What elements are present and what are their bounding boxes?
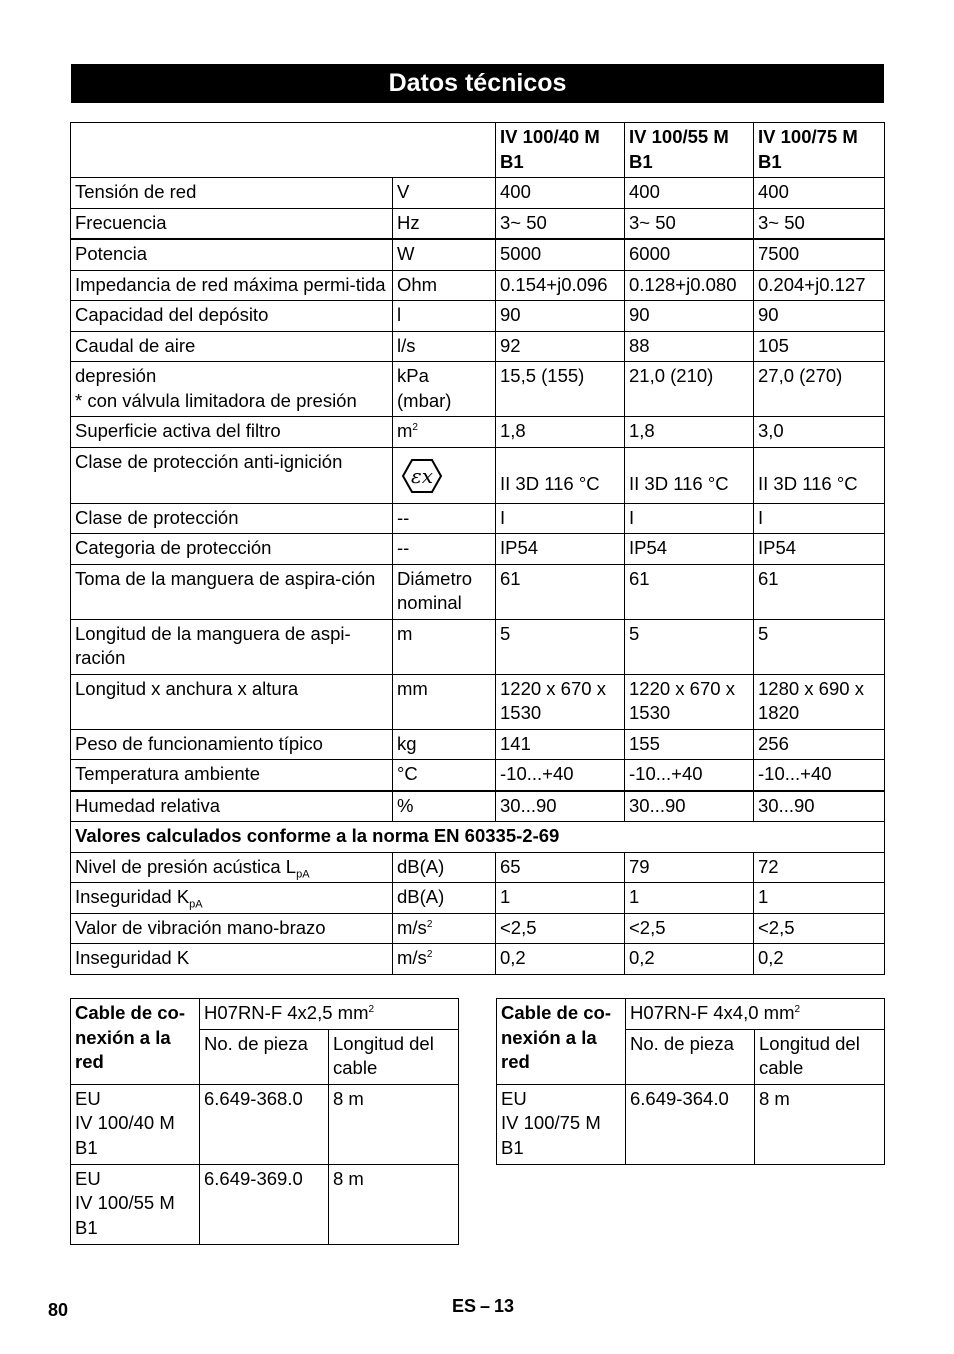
spec-value: 27,0 (270) [754, 362, 885, 417]
cable-length-header: Longitud del cable [329, 1029, 459, 1084]
cable-length: 8 m [329, 1164, 459, 1244]
spec-value: 61 [496, 564, 625, 619]
spec-value: 400 [496, 178, 625, 209]
spec-value: IP54 [496, 534, 625, 565]
spec-label: Inseguridad $K_{pA}$ [71, 883, 393, 914]
spec-value: <2,5 [625, 913, 754, 944]
spec-value: 3~ 50 [754, 208, 885, 239]
model-header-row [71, 123, 885, 178]
spec-label: depresión * con válvula limitadora de presión [71, 362, 393, 417]
spec-unit: W [393, 239, 496, 270]
spec-value: 141 [496, 729, 625, 760]
table-row [71, 1084, 459, 1164]
spec-unit: Hz [393, 208, 496, 239]
language-code: ES [452, 1296, 477, 1316]
spec-unit: l/s [393, 331, 496, 362]
table-row [71, 239, 885, 270]
spec-label: Capacidad del depósito [71, 301, 393, 332]
spec-value: 88 [625, 331, 754, 362]
table-row [71, 362, 885, 417]
part-number: 6.649-368.0 [200, 1084, 329, 1164]
spec-value: 30...90 [625, 791, 754, 822]
spec-value: 5 [625, 619, 754, 674]
table-row [71, 417, 885, 448]
spec-label: Superficie activa del filtro [71, 417, 393, 448]
spec-label: Toma de la manguera de aspira-ción [71, 564, 393, 619]
spec-value: 1 [754, 883, 885, 914]
spec-value: I [754, 503, 885, 534]
spec-label: Clase de protección anti-ignición [71, 447, 393, 503]
cable-type: H07RN-F 4x2,5 $mm^2$ [200, 999, 459, 1030]
spec-value: 5 [754, 619, 885, 674]
spec-unit: dB(A) [393, 883, 496, 914]
cable-header: Cable de co-nexión a la red [497, 999, 626, 1085]
section-page-number: 13 [494, 1296, 515, 1316]
spec-unit: kg [393, 729, 496, 760]
spec-label: Peso de funcionamiento típico [71, 729, 393, 760]
spec-unit: $m/s^2$ [393, 944, 496, 975]
spec-label: Inseguridad K [71, 944, 393, 975]
spec-label: Caudal de aire [71, 331, 393, 362]
section-header: Valores calculados conforme a la norma EN 60335-2-69 [71, 822, 885, 853]
part-number-header: No. de pieza [200, 1029, 329, 1084]
spec-value: 1280 x 690 x 1820 [754, 674, 885, 729]
spec-value: 30...90 [496, 791, 625, 822]
spec-value: 3~ 50 [496, 208, 625, 239]
spec-value: 30...90 [754, 791, 885, 822]
spec-label: Tensión de red [71, 178, 393, 209]
spec-value: II 3D 116 °C [754, 447, 885, 503]
table-row [71, 619, 885, 674]
model-header: IV 100/40 M B1 [496, 123, 625, 178]
spec-unit: l [393, 301, 496, 332]
spec-value: 92 [496, 331, 625, 362]
spec-value: 61 [625, 564, 754, 619]
spec-value: 400 [625, 178, 754, 209]
table-row [71, 913, 885, 944]
spec-unit: kPa (mbar) [393, 362, 496, 417]
spec-value: -10...+40 [754, 760, 885, 791]
cable-length: 8 m [329, 1084, 459, 1164]
model-header: IV 100/55 M B1 [625, 123, 754, 178]
spec-value: 1220 x 670 x 1530 [496, 674, 625, 729]
cable-length: 8 m [755, 1084, 885, 1164]
cable-model-cell: EU IV 100/75 M B1 [497, 1084, 626, 1164]
spec-unit: % [393, 791, 496, 822]
table-row [71, 791, 885, 822]
spec-value: 0,2 [496, 944, 625, 975]
spec-value: 1220 x 670 x 1530 [625, 674, 754, 729]
table-row [71, 564, 885, 619]
table-row [71, 208, 885, 239]
table-row [71, 852, 885, 883]
table-row [71, 270, 885, 301]
spec-value: 65 [496, 852, 625, 883]
cable-model-cell: EU IV 100/55 M B1 [71, 1164, 200, 1244]
spec-value: I [625, 503, 754, 534]
table-row [71, 729, 885, 760]
table-row [497, 1084, 885, 1164]
spec-unit: -- [393, 503, 496, 534]
spec-label: Humedad relativa [71, 791, 393, 822]
spec-value: 0,2 [754, 944, 885, 975]
spec-value: 0,2 [625, 944, 754, 975]
spec-value: 5 [496, 619, 625, 674]
spec-value: 7500 [754, 239, 885, 270]
part-number: 6.649-369.0 [200, 1164, 329, 1244]
cable-length-header: Longitud del cable [755, 1029, 885, 1084]
spec-label: Longitud de la manguera de aspi-ración [71, 619, 393, 674]
table-row [71, 760, 885, 791]
spec-value: 0.128+j0.080 [625, 270, 754, 301]
spec-value: 3~ 50 [625, 208, 754, 239]
cable-table-left [70, 998, 459, 1245]
table-row [71, 503, 885, 534]
spec-label: Clase de protección [71, 503, 393, 534]
part-number-header: No. de pieza [626, 1029, 755, 1084]
part-number: 6.649-364.0 [626, 1084, 755, 1164]
spec-value: 15,5 (155) [496, 362, 625, 417]
table-row [71, 178, 885, 209]
spec-value: IP54 [625, 534, 754, 565]
empty-header-cell [71, 123, 496, 178]
table-row [71, 447, 885, 503]
table-row [71, 301, 885, 332]
table-row [71, 944, 885, 975]
spec-value: 5000 [496, 239, 625, 270]
spec-unit: m [393, 619, 496, 674]
spec-unit: $m^2$ [393, 417, 496, 448]
spec-value: 400 [754, 178, 885, 209]
spec-value: 105 [754, 331, 885, 362]
spec-value: <2,5 [754, 913, 885, 944]
spec-unit: Diámetro nominal [393, 564, 496, 619]
spec-label: Nivel de presión acústica $L_{pA}$ [71, 852, 393, 883]
page-title: Datos técnicos [71, 64, 884, 103]
spec-label: Potencia [71, 239, 393, 270]
spec-value: 72 [754, 852, 885, 883]
table-row [71, 674, 885, 729]
spec-unit [393, 447, 496, 503]
spec-value: -10...+40 [496, 760, 625, 791]
spec-label: Longitud x anchura x altura [71, 674, 393, 729]
spec-unit: mm [393, 674, 496, 729]
table-row [71, 1164, 459, 1244]
section-header-row [71, 822, 885, 853]
spec-value: 1 [625, 883, 754, 914]
spec-value: 90 [625, 301, 754, 332]
section-page-label [448, 1296, 514, 1317]
table-row [71, 331, 885, 362]
spec-value: 1 [496, 883, 625, 914]
table-row [71, 883, 885, 914]
model-header: IV 100/75 M B1 [754, 123, 885, 178]
spec-value: -10...+40 [625, 760, 754, 791]
spec-value: II 3D 116 °C [496, 447, 625, 503]
spec-label: Impedancia de red máxima permi-tida [71, 270, 393, 301]
svg-text:εx: εx [410, 463, 434, 488]
spec-unit: $m/s^2$ [393, 913, 496, 944]
spec-unit: dB(A) [393, 852, 496, 883]
spec-value: 61 [754, 564, 885, 619]
spec-value: 155 [625, 729, 754, 760]
spec-label: Temperatura ambiente [71, 760, 393, 791]
spec-unit: Ohm [393, 270, 496, 301]
cable-table-right [496, 998, 885, 1165]
spec-value: 79 [625, 852, 754, 883]
spec-value: IP54 [754, 534, 885, 565]
cable-header: Cable de co-nexión a la red [71, 999, 200, 1085]
spec-value: 90 [754, 301, 885, 332]
cable-model-cell: EU IV 100/40 M B1 [71, 1084, 200, 1164]
spec-value: <2,5 [496, 913, 625, 944]
spec-value: 1,8 [496, 417, 625, 448]
spec-label: Frecuencia [71, 208, 393, 239]
spec-value: 0.154+j0.096 [496, 270, 625, 301]
page-number: 80 [48, 1300, 69, 1320]
spec-value: 256 [754, 729, 885, 760]
spec-value: 6000 [625, 239, 754, 270]
spec-label: Valor de vibración mano-brazo [71, 913, 393, 944]
spec-value: 90 [496, 301, 625, 332]
spec-unit: V [393, 178, 496, 209]
technical-data-table [70, 122, 885, 975]
spec-value: 21,0 (210) [625, 362, 754, 417]
spec-value: I [496, 503, 625, 534]
spec-value: II 3D 116 °C [625, 447, 754, 503]
spec-unit: °C [393, 760, 496, 791]
cable-type: H07RN-F 4x4,0 $mm^2$ [626, 999, 885, 1030]
ex-explosion-protection-icon [401, 458, 443, 501]
spec-unit: -- [393, 534, 496, 565]
spec-value: 0.204+j0.127 [754, 270, 885, 301]
spec-value: 3,0 [754, 417, 885, 448]
table-row [71, 534, 885, 565]
spec-label: Categoria de protección [71, 534, 393, 565]
footer-dash: – [480, 1296, 491, 1316]
spec-value: 1,8 [625, 417, 754, 448]
